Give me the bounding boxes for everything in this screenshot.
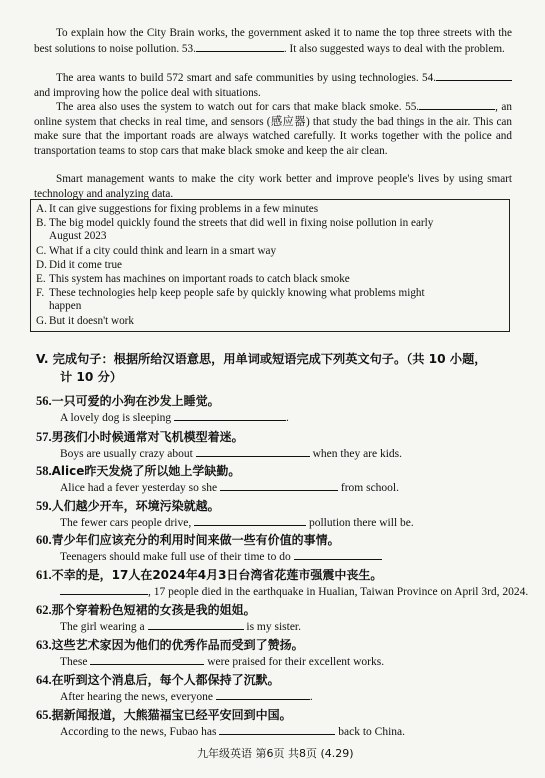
answer-blank-54[interactable]	[436, 70, 512, 81]
question-62-sentence: The girl wearing a is my sister.	[60, 621, 302, 633]
option-c: C. What if a city could think and learn in a smart way	[36, 245, 277, 257]
answer-blank-62[interactable]	[148, 619, 244, 630]
answer-blank-60[interactable]	[294, 549, 382, 560]
question-59-prompt: 59.人们越少开车，环境污染就越。	[36, 499, 220, 513]
answer-blank-56[interactable]	[174, 410, 286, 421]
question-65-prompt: 65.据新闻报道，大熊猫福宝已经平安回到中国。	[36, 708, 292, 722]
question-57-prompt: 57.男孩们小时候通常对飞机模型着迷。	[36, 430, 244, 444]
question-61-sentence: , 17 people died in the earthquake in Hualian, Taiwan Province on April 3rd, 2024.	[60, 584, 528, 598]
option-g: G. But it doesn't work	[36, 315, 134, 327]
passage-paragraph-2	[34, 70, 512, 100]
answer-blank-58[interactable]	[220, 480, 338, 491]
question-61-prompt: 61.不幸的是，17人在2024年4月3日台湾省花莲市强震中丧生。	[36, 568, 383, 582]
option-f: F. These technologies help keep people safe by quickly knowing what problems might happen	[36, 287, 425, 313]
answer-blank-63[interactable]	[90, 654, 204, 665]
section-title: V. 完成句子：根据所给汉语意思，用单词或短语完成下列英文句子。（共 10 小题， 计 10 分）	[36, 352, 487, 384]
passage-text: To explain how the City Brain works, the government asked it to name the top three streets with the best solutions to noise pollution. 53.	[34, 27, 512, 55]
option-b: B. The big model quickly found the streets that did well in fixing noise pollution in early August 2023	[36, 217, 434, 243]
option-a: A. It can give suggestions for fixing problems in a few minutes	[36, 203, 319, 215]
answer-blank-61[interactable]	[60, 584, 148, 595]
question-56-prompt: 56.一只可爱的小狗在沙发上睡觉。	[36, 394, 220, 408]
page-footer: 九年级英语 第6页 共8页 (4.29)	[197, 747, 354, 760]
passage-paragraph-4	[34, 172, 512, 201]
answer-blank-57[interactable]	[196, 446, 310, 457]
question-63-sentence: These were praised for their excellent works.	[60, 656, 385, 668]
passage-paragraph-1	[34, 26, 512, 56]
answer-blank-64[interactable]	[216, 689, 310, 700]
answer-blank-55[interactable]	[419, 99, 495, 110]
question-64-prompt: 64.在听到这个消息后，每个人都保持了沉默。	[36, 673, 280, 687]
question-62-prompt: 62.那个穿着粉色短裙的女孩是我的姐姐。	[36, 603, 256, 617]
question-64-sentence: After hearing the news, everyone .	[60, 691, 313, 703]
question-65-sentence: According to the news, Fubao has back to China.	[60, 726, 405, 738]
option-d: D. Did it come true	[36, 259, 123, 271]
passage-paragraph-3	[34, 99, 512, 158]
question-59-sentence: The fewer cars people drive, pollution there will be.	[60, 517, 414, 529]
passage-text: . It also suggested ways to deal with the problem.	[283, 42, 505, 55]
question-57-sentence: Boys are usually crazy about when they are kids.	[60, 448, 403, 460]
answer-blank-65[interactable]	[219, 724, 335, 735]
question-63-prompt: 63.这些艺术家因为他们的优秀作品而受到了赞扬。	[36, 638, 304, 652]
question-56-sentence: A lovely dog is sleeping .	[60, 412, 289, 424]
question-60-sentence: Teenagers should make full use of their time to do	[60, 549, 382, 563]
passage-text: The area wants to build 572 smart and safe communities by using technologies. 54.	[56, 72, 436, 84]
answer-blank-59[interactable]	[194, 515, 306, 526]
answer-blank-53[interactable]	[196, 41, 284, 52]
option-e: E. This system has machines on important roads to catch black smoke	[36, 273, 350, 285]
passage-text: Smart management wants to make the city work better and improve people's lives by using smart technology and analyzing data.	[34, 173, 512, 200]
question-60-prompt: 60.青少年们应该充分的利用时间来做一些有价值的事情。	[36, 533, 340, 547]
options-box	[30, 199, 510, 332]
question-58-sentence: Alice had a fever yesterday so she from school.	[60, 482, 399, 494]
passage-text: , an online system that checks in real time, and sensors (感应器) that study the bad things in the air. This can make sure that the important roads are always watched carefully. It works together with the police and transportation teams to stop cars that make black smoke and keep the air clean.	[34, 101, 512, 157]
question-58-prompt: 58.Alice昨天发烧了所以她上学缺勤。	[36, 464, 241, 478]
passage-text: and improving how the police deal with situations.	[34, 86, 261, 99]
passage-text: The area also uses the system to watch out for cars that make black smoke. 55.	[56, 101, 420, 113]
